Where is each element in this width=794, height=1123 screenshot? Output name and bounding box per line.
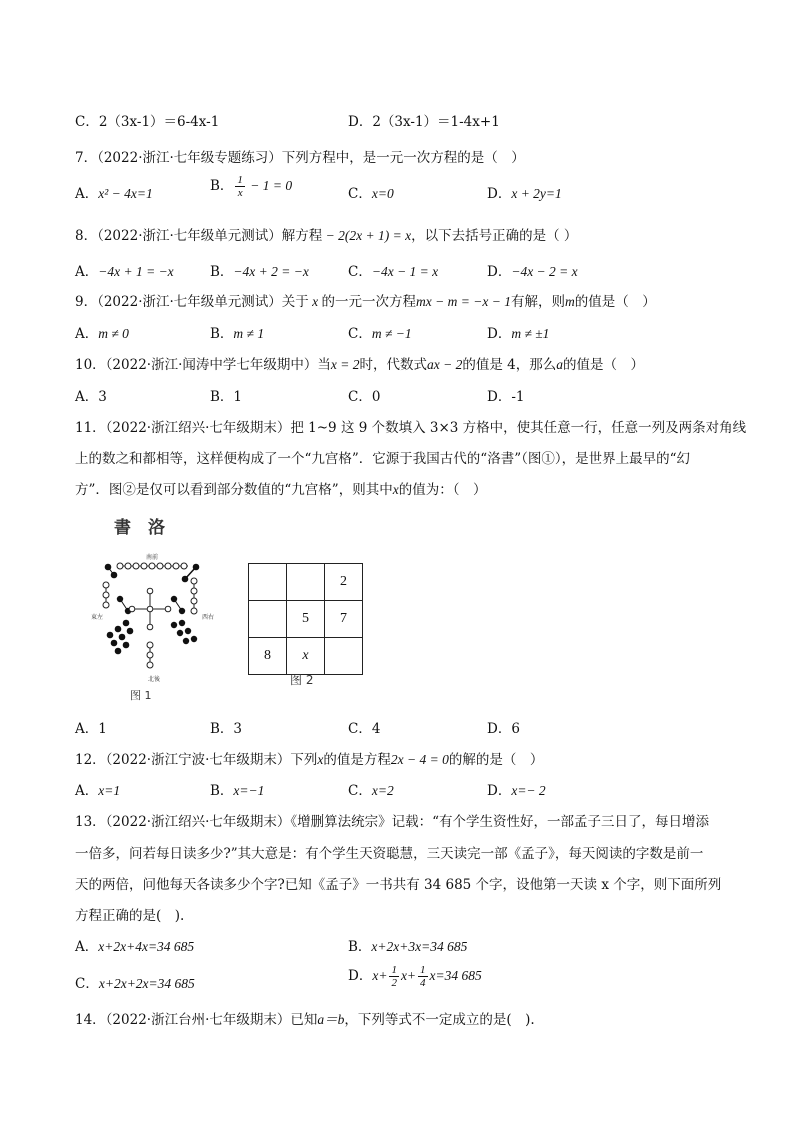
luoshu-bottom-left-dots	[107, 620, 134, 655]
q12-option-a: A．x=1	[75, 783, 121, 799]
grid-cell: 8	[249, 638, 287, 675]
q13-stem-line2: 一倍多，问若每日读多少?”其大意是：有个学生天资聪慧，三天读完一部《孟子》，每天阅读的字数是前一	[75, 846, 704, 862]
q12-stem: 12．（2022·浙江宁波·七年级期末）下列x的值是方程2x − 4 = 0的解的是（ ）	[75, 752, 544, 768]
luoshu-top-dots	[117, 563, 188, 569]
q9-option-b: B．m ≠ 1	[210, 326, 265, 342]
luoshu-top-left-dots	[105, 564, 118, 579]
q6-option-d: D．2（3x-1）＝1-4x+1	[348, 114, 500, 130]
q7-stem: 7．（2022·浙江·七年级专题练习）下列方程中，是一元一次方程的是（ ）	[75, 150, 525, 166]
q13-option-a: A．x+2x+4x=34 685	[75, 939, 195, 955]
luoshu-left-dots	[103, 582, 109, 608]
q12-option-c: C．x=2	[348, 783, 394, 799]
luoshu-figure	[88, 515, 218, 705]
q14-stem: 14．（2022·浙江台州·七年级期末）已知a＝b，下列等式不一定成立的是( ).	[75, 1012, 535, 1028]
q10-stem: 10．（2022·浙江·闻涛中学七年级期中）当x = 2时，代数式ax − 2的值是 4，那么a的值是（ ）	[75, 357, 644, 373]
q11-stem-line2: 上的数之和都相等，这样便构成了一个“九宫格”．它源于我国古代的“洛書”（图①），是世界上最早的“幻	[75, 451, 691, 467]
q11-stem-line1: 11．（2022·浙江绍兴·七年级期末）把 1~9 这 9 个数填入 3×3 方格中，使其任意一行，任意一列及两条对角线	[75, 420, 747, 436]
luoshu-left-mid-dots	[117, 596, 131, 614]
luoshu-center-cross	[129, 588, 171, 630]
q11-stem-line3: 方”．图②是仅可以看到部分数值的“九宫格”，则其中x的值为：（ ）	[75, 482, 487, 498]
q6-option-c: C．2（3x-1）＝6-4x-1	[75, 114, 220, 130]
q9-option-c: C．m ≠ −1	[348, 326, 412, 342]
q13-option-d: D．x+ $\frac{1}{2}$ x+ $\frac{1}{4}$ x=34 685	[348, 964, 482, 989]
q11-option-a: A．1	[75, 721, 107, 737]
q8-option-b: B．−4x + 2 = −x	[210, 264, 309, 280]
grid-cell: 7	[325, 601, 363, 638]
grid-row	[249, 601, 363, 638]
q13-stem-line4: 方程正确的是( ).	[75, 908, 185, 924]
grid-cell: 2	[325, 564, 363, 601]
q10-option-d: D．-1	[487, 389, 525, 405]
grid-cell	[249, 601, 287, 638]
q9-option-a: A．m ≠ 0	[75, 326, 129, 342]
q9-option-d: D．m ≠ ±1	[487, 326, 550, 342]
luoshu-right-mid-dots	[171, 596, 185, 614]
q12-option-b: B．x=−1	[210, 783, 265, 799]
luoshu-east-label: 東左	[91, 614, 104, 621]
q13-stem-line1: 13．（2022·浙江绍兴·七年级期末）《增删算法统宗》记载：“有个学生资性好，一部孟子三日了，每日增添	[75, 814, 710, 830]
q10-option-c: C．0	[348, 389, 381, 405]
luoshu-bottom-right-dots	[171, 620, 197, 644]
magic-square-grid	[248, 563, 363, 675]
q13-stem-line3: 天的两倍，问他每天各读多少个字?已知《孟子》一书共有 34 685 个字，设他第一天读 x 个字，则下面所列	[75, 877, 722, 893]
grid-cell: x	[287, 638, 325, 675]
q11-option-c: C．4	[348, 721, 381, 737]
q9-stem: 9．（2022·浙江·七年级单元测试）关于 x 的一元一次方程mx − m = −x − 1有解，则m的值是（ ）	[75, 294, 656, 310]
grid-row	[249, 564, 363, 601]
grid-row	[249, 638, 363, 675]
q12-option-d: D．x=− 2	[487, 783, 546, 799]
grid-cell	[287, 564, 325, 601]
luoshu-south-label: 南前	[146, 554, 159, 561]
luoshu-north-label: 北後	[148, 676, 161, 683]
q13-option-b: B．x+2x+3x=34 685	[348, 939, 468, 955]
q11-option-d: D．6	[487, 721, 520, 737]
q8-stem: 8．（2022·浙江·七年级单元测试）解方程 − 2(2x + 1) = x，以下去括号正确的是（ ）	[75, 228, 578, 244]
q8-option-a: A．−4x + 1 = −x	[75, 264, 174, 280]
q10-option-a: A．3	[75, 389, 107, 405]
grid-cell	[325, 638, 363, 675]
q13-option-c: C．x+2x+2x=34 685	[75, 976, 195, 992]
q10-option-b: B．1	[210, 389, 243, 405]
grid-cell	[249, 564, 287, 601]
luoshu-title: 書 洛	[114, 518, 165, 538]
luoshu-west-label: 西右	[202, 614, 215, 621]
grid-cell: 5	[287, 601, 325, 638]
luoshu-right-dots	[191, 578, 197, 614]
luoshu-bottom-dots	[147, 642, 153, 668]
q11-option-b: B．3	[210, 721, 243, 737]
figure-2-caption: 图 2	[290, 673, 314, 687]
q8-option-c: C．−4x − 1 = x	[348, 264, 439, 280]
figure-1-caption: 图 1	[130, 689, 152, 702]
q7-option-d: D．x + 2y=1	[487, 186, 562, 202]
q7-option-a: A．x² − 4x=1	[75, 186, 153, 202]
q7-option-b: B． $\frac{1}{x}$ − 1 = 0	[210, 174, 293, 199]
q7-option-c: C．x=0	[348, 186, 394, 202]
q8-option-d: D．−4x − 2 = x	[487, 264, 578, 280]
